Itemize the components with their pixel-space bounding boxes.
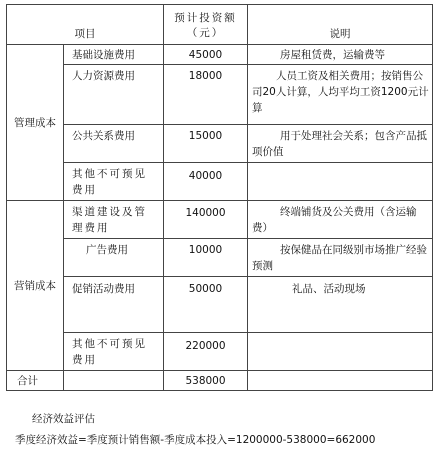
amount-cell: 18000 (164, 65, 248, 125)
header-amount-line2: （元） (186, 26, 225, 39)
table-row (7, 277, 433, 333)
total-amount: 538000 (164, 371, 248, 391)
item-cell: 其他不可预见费用 (64, 163, 164, 201)
description-text: 终端铺货及公关费用（含运输费） (252, 205, 417, 234)
table-row (7, 333, 433, 371)
header-item: 项目 (7, 5, 164, 45)
table-row (7, 65, 433, 125)
item-cell: 渠道建设及管理费用 (64, 201, 164, 239)
category-management: 管理成本 (7, 45, 64, 201)
amount-cell: 140000 (164, 201, 248, 239)
total-description-cell (248, 371, 433, 391)
item-cell: 基础设施费用 (64, 45, 164, 65)
table-row (7, 45, 433, 65)
description-cell (248, 239, 433, 277)
description-cell (248, 201, 433, 239)
item-cell: 广告费用 (64, 239, 164, 277)
amount-cell: 50000 (164, 277, 248, 333)
header-amount-line1: 预计投资额 (174, 11, 237, 24)
description-cell (248, 333, 433, 371)
total-row (7, 371, 433, 391)
table-row (7, 239, 433, 277)
header-description: 说明 (248, 5, 433, 45)
amount-cell: 15000 (164, 125, 248, 163)
table-header-row (7, 5, 433, 45)
budget-table (6, 4, 433, 391)
amount-cell: 220000 (164, 333, 248, 371)
table-row (7, 201, 433, 239)
description-cell (248, 163, 433, 201)
evaluation-title: 经济效益评估 (32, 413, 95, 425)
cropped-previous-line (20, 0, 220, 3)
description-text: 礼品、活动现场 (292, 283, 366, 295)
total-label: 合计 (7, 371, 64, 391)
header-amount (164, 5, 248, 45)
category-marketing: 营销成本 (7, 201, 64, 371)
evaluation-formula: 季度经济效益=季度预计销售额-季度成本投入=1200000-538000=662000 (15, 434, 376, 446)
description-cell (248, 65, 433, 125)
item-cell: 公共关系费用 (64, 125, 164, 163)
description-text: 用于处理社会关系；包含产品抵项价值 (252, 130, 427, 158)
item-cell: 促销活动费用 (64, 277, 164, 333)
description-text: 人员工资及相关费用；按销售公司20人计算，人均平均工资1200元计算 (252, 70, 429, 114)
description-cell (248, 277, 433, 333)
amount-cell: 45000 (164, 45, 248, 65)
amount-cell: 10000 (164, 239, 248, 277)
item-cell: 人力资源费用 (64, 65, 164, 125)
description-text: 按保健品在同级别市场推广经验预测 (252, 244, 427, 272)
description-cell (248, 45, 433, 65)
description-text: 房屋租赁费，运输费等 (280, 48, 385, 61)
table-row (7, 125, 433, 163)
description-cell (248, 125, 433, 163)
total-empty-cell (64, 371, 164, 391)
table-row (7, 163, 433, 201)
item-cell: 其他不可预见费用 (64, 333, 164, 371)
amount-cell: 40000 (164, 163, 248, 201)
